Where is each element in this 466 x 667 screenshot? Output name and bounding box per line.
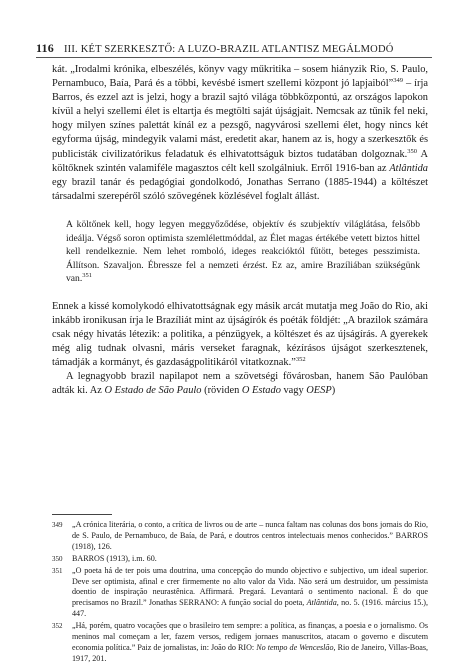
paragraph-1 xyxy=(52,63,428,204)
footnote-350 xyxy=(52,554,428,565)
header-rule xyxy=(36,57,432,58)
text-run: A legnagyobb brazil napilapot nem a szövetségi fővárosban, hanem São Paulóban adták ki. Az xyxy=(52,371,428,397)
footnote-text: , no. 5. (1916. március 15.), 447. xyxy=(72,598,428,619)
text-run: ) xyxy=(331,385,336,397)
footnote-text: „A crónica literária, o conto, a crítica de livros ou de arte – nunca faltam nas colunas dos bons jornais do Rio, de S. Paulo, de Pernambuco, de Baía, de Pará, e doutros centros intelectuais menos conhecidos.” BARROS (1918), 126. xyxy=(72,520,428,551)
footnote-ref[interactable]: 349 xyxy=(393,77,403,85)
footnote-rule xyxy=(52,514,112,515)
footnote-text: „Há, porém, quatro vocações que o brasileiro tem sempre: a política, as finanças, a poesia e o jornalismo. Os meninos mal começam a ler, fazem versos, redigem jornaes manuscritos, atacam o governo e discutem economia política.” Paiz de jornalistas, in: João do RIO: xyxy=(72,621,428,652)
footnote-number: 351 xyxy=(52,566,63,575)
footnotes xyxy=(52,520,428,666)
footnote-ref[interactable]: 352 xyxy=(295,356,306,364)
italic-title: No tempo de Wenceslão xyxy=(256,642,334,652)
italic-title: Atlântida xyxy=(306,598,337,608)
text-run: – írja Barros, és ezzel azt is jelzi, hogy a brazil sajtó világa többközpontú, az országos lapokon kívül a helyi szellemi élet is eltartja és megtölti saját újságjait. Nemcsak az tűnik fel neki, hogy milyen színes palettát kínál ez a pezsgő, nagyvárosi szellemi élet, hogy nincs két egyforma újság, mindegyik valami mást, eredetit akar, hanem az is, hogy a szerkesztők és publicisták civilizatórikus feladatuk és elhivatottságuk biztos tudatában dolgoznak. xyxy=(52,78,428,160)
block-quote xyxy=(66,218,420,286)
running-title: III. KÉT SZERKESZTŐ: A LUZO-BRAZIL ATLANTISZ MEGÁLMODÓ xyxy=(63,44,394,55)
footnote-349 xyxy=(52,520,428,553)
main-text xyxy=(52,63,428,399)
text-run: egy brazil tanár és pedagógiai gondolkodó, Jonathas Serrano (1885-1944) a költészet társadalmi szerepéről szóló szövegének közlésével foglalt állást. xyxy=(52,176,428,202)
footnote-number: 352 xyxy=(52,622,63,631)
footnote-351 xyxy=(52,566,428,621)
paragraph-3 xyxy=(52,370,428,398)
text-run: vagy xyxy=(280,385,307,397)
quote-text: A költőnek kell, hogy legyen meggyőződése, objektív és szubjektív világlátása, felsőbb ideálja. Végső soron optimista szemlélettmóddal, az Élet magas értékébe vetett biztos hittel kell rendelkeznie. Nem lehet romboló, ideges reakcióktól fűtött, beteges pesszimista. Állítson. Szavaljon. Ébressze fel a nemzeti érzést. Ez az, amire Brazíliában szükségünk van. xyxy=(66,218,420,285)
text-run: A költőknek szintén valamiféle magasztos célt kell szolgálniuk. Erről 1916-ban az xyxy=(52,148,429,174)
footnote-352 xyxy=(52,621,428,665)
footnote-number: 349 xyxy=(52,521,63,529)
footnote-number: 350 xyxy=(52,554,63,563)
text-run: Ennek a kissé komolykodó elhivatottságnak egy másik arcát mutatja meg João do Rio, aki inkább ironikusan írja le Brazíliát mint az újságírók és poéták földjét: „A brazilok számára csak négy hivatás létezik: a politika, a pénzügyek, a költészet és az újságírás. A gyerekek még alig tudnak olvasni, máris verseket faragnak, kézírásos újságot szerkesztenek, támadják a kormányt, és gazdaságpolitikáról vitatkoznak.” xyxy=(52,300,428,369)
footnote-text: BARROS (1913), i.m. 60. xyxy=(72,553,157,563)
paragraph-2 xyxy=(52,300,428,370)
running-head xyxy=(36,41,436,56)
text-run: kát. „Irodalmi krónika, elbeszélés, könyv vagy műkritika – sosem hiányzik Rio, S. Paulo, Pernambuco, Baía, Pará és a többi, kevésbé ismert szellemi központ jó lapjaiból” xyxy=(52,64,428,90)
italic-title: OESP xyxy=(306,385,332,397)
footnote-text: , Rio de Janeiro, Villas-Boas, 1917, 201. xyxy=(72,642,429,663)
footnote-ref[interactable]: 351 xyxy=(82,272,93,280)
italic-title: Atlântida xyxy=(389,162,428,174)
footnote-text: „O poeta há de ter pois uma doutrina, uma concepção do mundo objectivo e subjectivo, um ideal superior. Deve ser optimista, afinal e crer firmemente no alto valor da Vida. Não será um destruidor, um pessimista doentio de inspiração neurastênica. Affirmará. Pregará. Levantará o sentimento nacional. É do que precisamos no Brazil.” Jonathas SERRANO: A função social do poeta, xyxy=(72,565,428,608)
italic-title: O Estado de São Paulo xyxy=(104,385,202,397)
footnote-ref[interactable]: 350 xyxy=(407,147,418,155)
text-run: (röviden xyxy=(201,385,242,397)
page-number: 116 xyxy=(36,41,54,55)
italic-title: O Estado xyxy=(241,385,281,397)
